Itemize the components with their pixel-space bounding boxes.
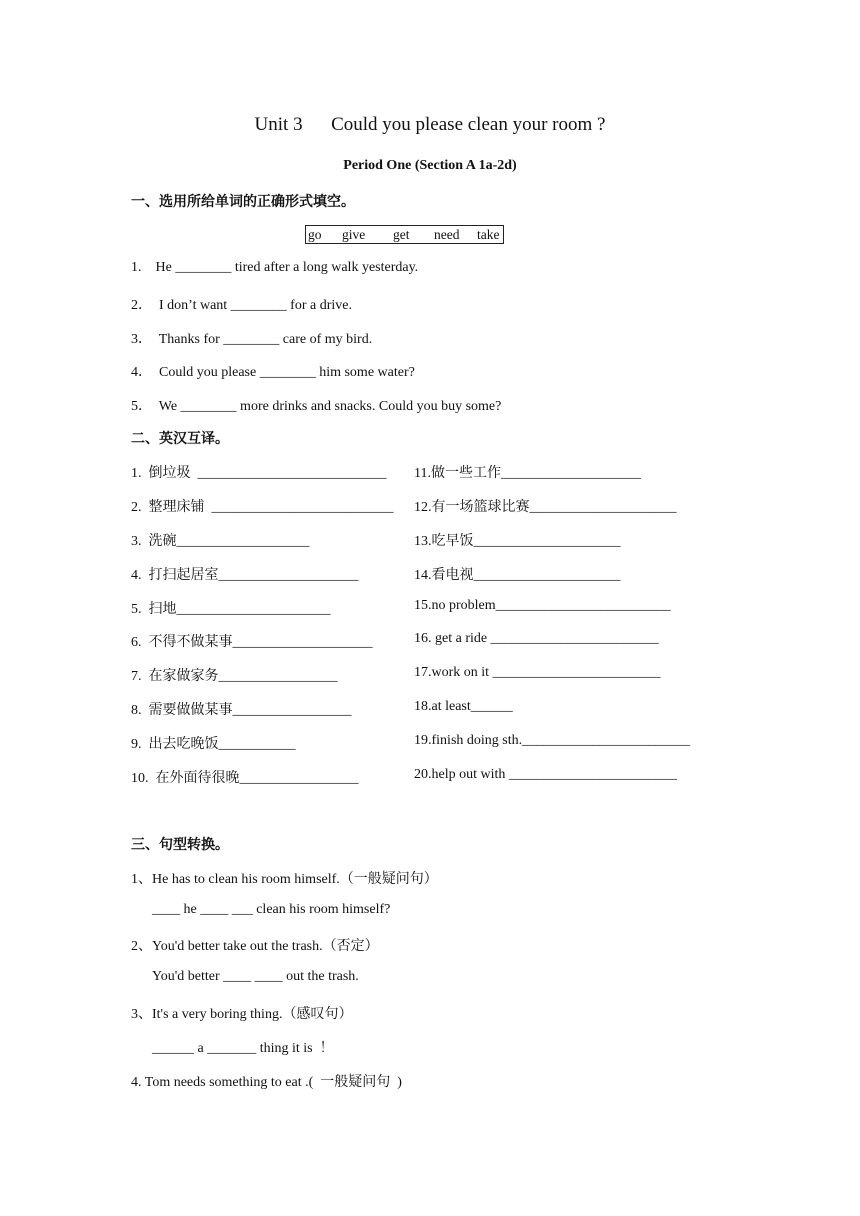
word-bank-item: need	[434, 227, 460, 242]
translation-item: 14.看电视_____________________	[414, 568, 621, 583]
translation-item: 3. 洗碗___________________	[131, 534, 310, 549]
translation-item: 10. 在外面待很晚_________________	[131, 771, 359, 786]
word-bank-item: go	[308, 227, 322, 242]
fill-in-question: 5． We ________ more drinks and snacks. Could you buy some?	[131, 399, 502, 414]
translation-item: 11.做一些工作____________________	[414, 466, 641, 481]
section1-heading: 一、选用所给单词的正确形式填空。	[131, 194, 355, 210]
translation-item: 20.help out with ________________________	[414, 767, 677, 782]
translation-item: 7. 在家做家务_________________	[131, 669, 338, 684]
transform-question: 1、He has to clean his room himself.（一般疑问句）	[131, 872, 438, 887]
translation-item: 6. 不得不做某事____________________	[131, 635, 373, 650]
translation-item: 13.吃早饭_____________________	[414, 534, 621, 549]
transform-answer-line: You'd better ____ ____ out the trash.	[152, 969, 359, 984]
page-subtitle: Period One (Section A 1a-2d)	[343, 158, 517, 173]
word-bank-item: get	[393, 227, 410, 242]
translation-item: 2. 整理床铺 __________________________	[131, 500, 394, 515]
translation-item: 16. get a ride ________________________	[414, 631, 659, 646]
word-bank-item: give	[342, 227, 366, 242]
transform-question: 4. Tom needs something to eat .( 一般疑问句 )	[131, 1075, 402, 1090]
transform-question: 3、It's a very boring thing.（感叹句）	[131, 1007, 353, 1022]
word-bank-item: take	[477, 227, 500, 242]
section3-heading: 三、句型转换。	[131, 837, 229, 853]
fill-in-question: 3． Thanks for ________ care of my bird.	[131, 332, 373, 347]
translation-item: 17.work on it ________________________	[414, 665, 661, 680]
translation-item: 1. 倒垃圾 ___________________________	[131, 466, 387, 481]
translation-item: 19.finish doing sth.________________________	[414, 733, 691, 748]
transform-answer-line: ____ he ____ ___ clean his room himself?	[152, 902, 391, 917]
translation-item: 18.at least______	[414, 699, 513, 714]
word-bank-box	[305, 225, 504, 244]
translation-item: 15.no problem_________________________	[414, 598, 671, 613]
fill-in-question: 2． I don’t want ________ for a drive.	[131, 298, 352, 313]
translation-item: 12.有一场篮球比赛_____________________	[414, 500, 677, 515]
translation-item: 9. 出去吃晚饭___________	[131, 737, 296, 752]
page-title: Unit 3 Could you please clean your room ?	[254, 114, 606, 135]
section2-heading: 二、英汉互译。	[131, 431, 229, 447]
transform-answer-line: ______ a _______ thing it is ！	[152, 1041, 334, 1056]
transform-question: 2、You'd better take out the trash.（否定）	[131, 939, 379, 954]
translation-item: 5. 扫地______________________	[131, 602, 331, 617]
translation-item: 8. 需要做做某事_________________	[131, 703, 352, 718]
fill-in-question: 4． Could you please ________ him some water?	[131, 365, 415, 380]
translation-item: 4. 打扫起居室____________________	[131, 568, 359, 583]
fill-in-question: 1. He ________ tired after a long walk yesterday.	[131, 260, 419, 275]
